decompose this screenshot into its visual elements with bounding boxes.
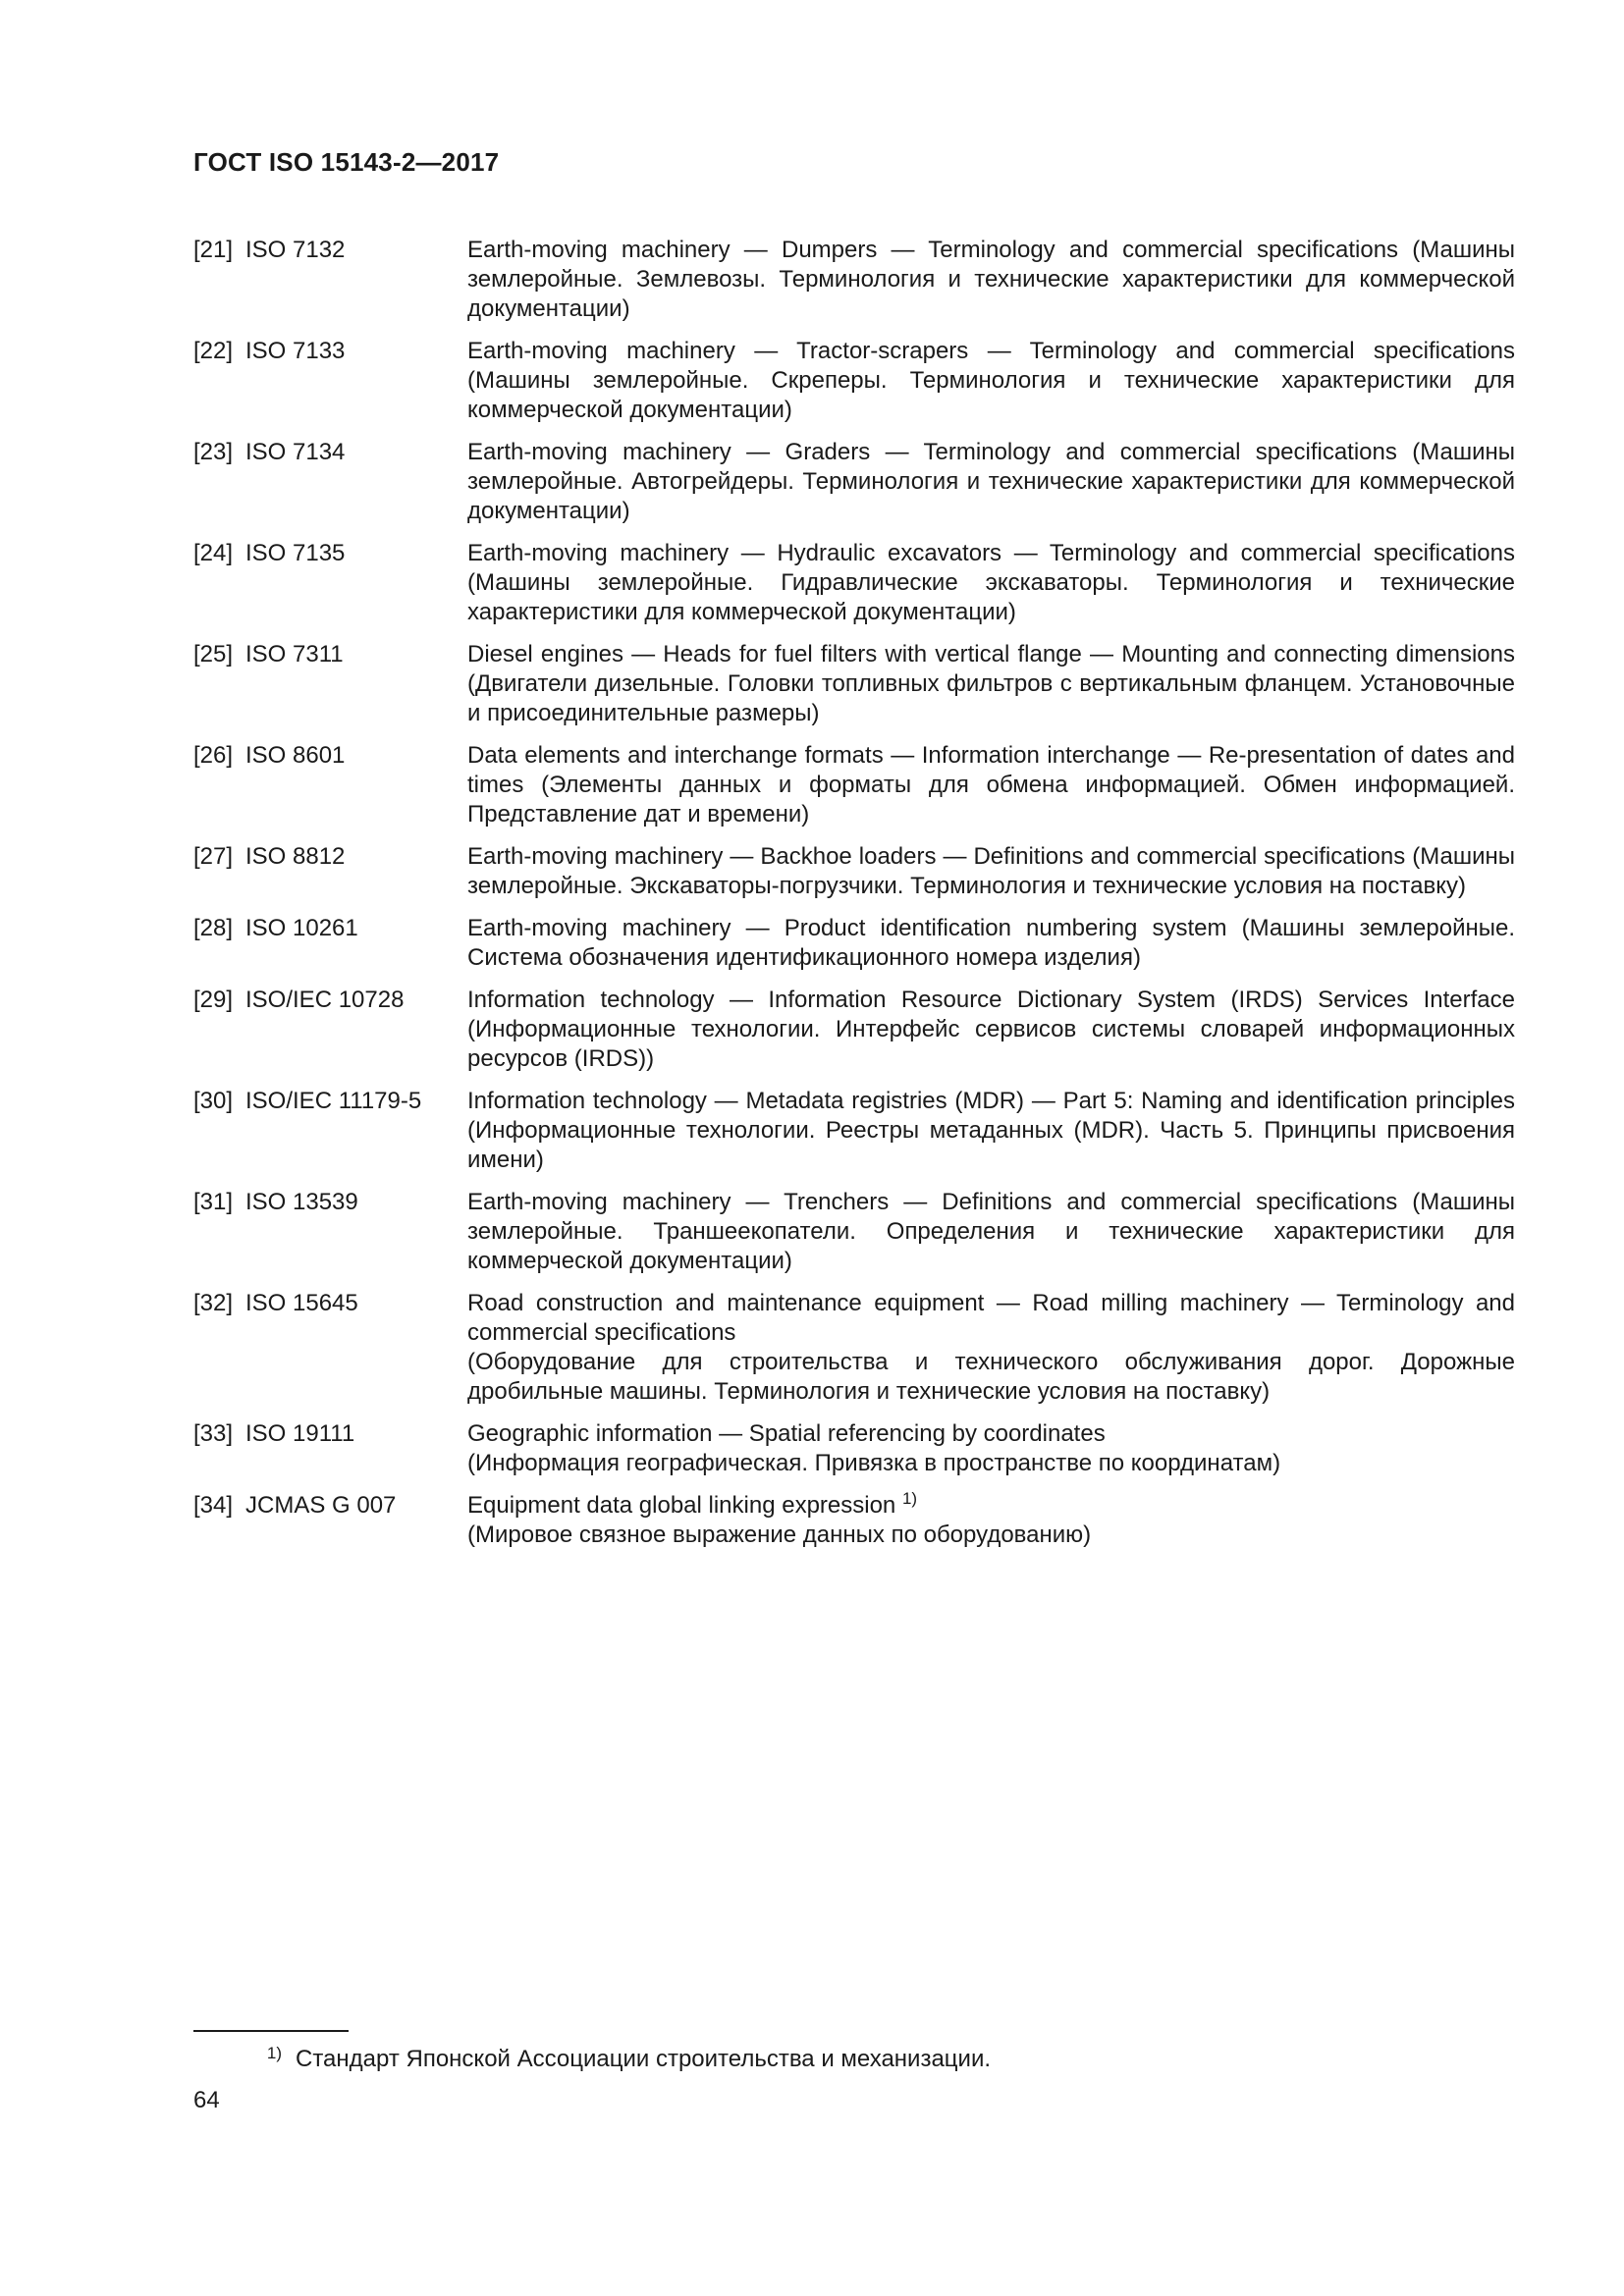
reference-item [193, 539, 1515, 627]
reference-title-line: Information technology — Information Resource Dictionary System (IRDS) Services Interface (Информационные технологии. Интерфейс сервисов системы словарей информационных ресурсов (IRDS)) [467, 987, 1515, 1072]
reference-code: ISO 8601 [245, 742, 346, 769]
reference-number: [26] [193, 742, 234, 769]
reference-title [467, 842, 1515, 901]
reference-title-line: Road construction and maintenance equipment — Road milling machinery — Terminology and commercial specifications [467, 1290, 1515, 1346]
reference-title-line: Earth-moving machinery — Graders — Terminology and commercial specifications (Машины землеройные. Автогрейдеры. Терминология и технические характеристики для коммерческой документации) [467, 439, 1515, 524]
reference-title [467, 1491, 1515, 1550]
page-number: 64 [193, 2087, 220, 2113]
reference-item [193, 236, 1515, 324]
reference-item [193, 640, 1515, 728]
reference-number: [23] [193, 439, 234, 465]
reference-title-line: Earth-moving machinery — Dumpers — Terminology and commercial specifications (Машины землеройные. Землевозы. Терминология и технические характеристики для коммерческой документации) [467, 237, 1515, 322]
reference-code: ISO/IEC 11179-5 [245, 1088, 422, 1114]
reference-item [193, 337, 1515, 425]
reference-number: [28] [193, 915, 234, 941]
reference-title-line: Information technology — Metadata registries (MDR) — Part 5: Naming and identification principles (Информационные технологии. Реестры метаданных (MDR). Часть 5. Принципы присвоения имени) [467, 1088, 1515, 1173]
reference-item [193, 1289, 1515, 1407]
reference-title-line: Earth-moving machinery — Tractor-scrapers — Terminology and commercial specifications (Машины землеройные. Скреперы. Терминология и технические характеристики для коммерческой документации) [467, 338, 1515, 423]
reference-item [193, 986, 1515, 1074]
reference-item [193, 1188, 1515, 1276]
reference-title [467, 640, 1515, 728]
reference-code: ISO 7132 [245, 237, 346, 263]
reference-code: ISO 13539 [245, 1189, 358, 1215]
reference-title-translation: (Оборудование для строительства и технического обслуживания дорог. Дорожные дробильные машины. Терминология и технические условия на поставку) [467, 1349, 1515, 1405]
reference-title-line: Earth-moving machinery — Hydraulic excavators — Terminology and commercial specifications (Машины землеройные. Гидравлические экскаваторы. Терминология и технические характеристики для коммерческой документации) [467, 540, 1515, 625]
footnote [193, 2039, 991, 2074]
reference-number: [33] [193, 1420, 234, 1447]
reference-code: ISO 7134 [245, 439, 346, 465]
reference-code: ISO 8812 [245, 843, 346, 870]
document-header: ГОСТ ISO 15143-2—2017 [193, 147, 500, 177]
reference-code: ISO 7311 [245, 641, 344, 667]
reference-title [467, 1289, 1515, 1407]
reference-title-line: Diesel engines — Heads for fuel filters with vertical flange — Mounting and connecting dimensions (Двигатели дизельные. Головки топливных фильтров с вертикальным фланцем. Установочные и присоединительные размеры) [467, 641, 1515, 726]
reference-item [193, 1491, 1515, 1550]
reference-number: [31] [193, 1189, 234, 1215]
reference-title [467, 236, 1515, 324]
bibliography-list [193, 236, 1515, 1563]
reference-number: [34] [193, 1492, 234, 1519]
reference-number: [25] [193, 641, 234, 667]
reference-item [193, 1087, 1515, 1175]
footnote-text: Стандарт Японской Ассоциации строительства и механизации. [296, 2046, 992, 2072]
reference-code: JCMAS G 007 [245, 1492, 397, 1519]
reference-number: [24] [193, 540, 234, 566]
footnote-reference[interactable]: 1) [901, 1489, 918, 1508]
reference-title [467, 438, 1515, 526]
reference-code: ISO 7135 [245, 540, 346, 566]
reference-title [467, 337, 1515, 425]
reference-title-line: Earth-moving machinery — Backhoe loaders — Definitions and commercial specifications (Машины землеройные. Экскаваторы-погрузчики. Терминология и технические условия на поставку) [467, 843, 1515, 899]
reference-item [193, 438, 1515, 526]
reference-title-line: Earth-moving machinery — Trenchers — Definitions and commercial specifications (Машины землеройные. Траншеекопатели. Определения и технические характеристики для коммерческой документации) [467, 1189, 1515, 1274]
reference-title-translation: (Мировое связное выражение данных по оборудованию) [467, 1522, 1092, 1548]
reference-item [193, 842, 1515, 901]
reference-number: [21] [193, 237, 234, 263]
reference-item [193, 741, 1515, 829]
reference-title [467, 539, 1515, 627]
reference-title [467, 986, 1515, 1074]
footnote-separator [193, 2030, 349, 2032]
reference-code: ISO 7133 [245, 338, 346, 364]
reference-code: ISO 10261 [245, 915, 358, 941]
reference-number: [30] [193, 1088, 234, 1114]
reference-number: [29] [193, 987, 234, 1013]
reference-title [467, 1188, 1515, 1276]
reference-number: [22] [193, 338, 234, 364]
reference-code: ISO 19111 [245, 1420, 355, 1447]
reference-title-line: Earth-moving machinery — Product identification numbering system (Машины землеройные. Система обозначения идентификационного номера изделия) [467, 915, 1515, 971]
footnote-mark: 1) [266, 2044, 282, 2062]
reference-title-translation: (Информация географическая. Привязка в пространстве по координатам) [467, 1450, 1281, 1476]
reference-number: [27] [193, 843, 234, 870]
reference-item [193, 1419, 1515, 1478]
reference-title [467, 914, 1515, 973]
reference-item [193, 914, 1515, 973]
reference-code: ISO 15645 [245, 1290, 358, 1316]
reference-title-line: Equipment data global linking expression [467, 1492, 896, 1519]
reference-code: ISO/IEC 10728 [245, 987, 405, 1013]
reference-title-line: Data elements and interchange formats — Information interchange — Re-presentation of dates and times (Элементы данных и форматы для обмена информацией. Обмен информацией. Представление дат и времени) [467, 742, 1515, 828]
reference-title-line-with-footnote [467, 1491, 1515, 1521]
reference-number: [32] [193, 1290, 234, 1316]
reference-title-line: Geographic information — Spatial referencing by coordinates [467, 1420, 1106, 1447]
reference-title [467, 1087, 1515, 1175]
reference-title [467, 741, 1515, 829]
reference-title [467, 1419, 1515, 1478]
